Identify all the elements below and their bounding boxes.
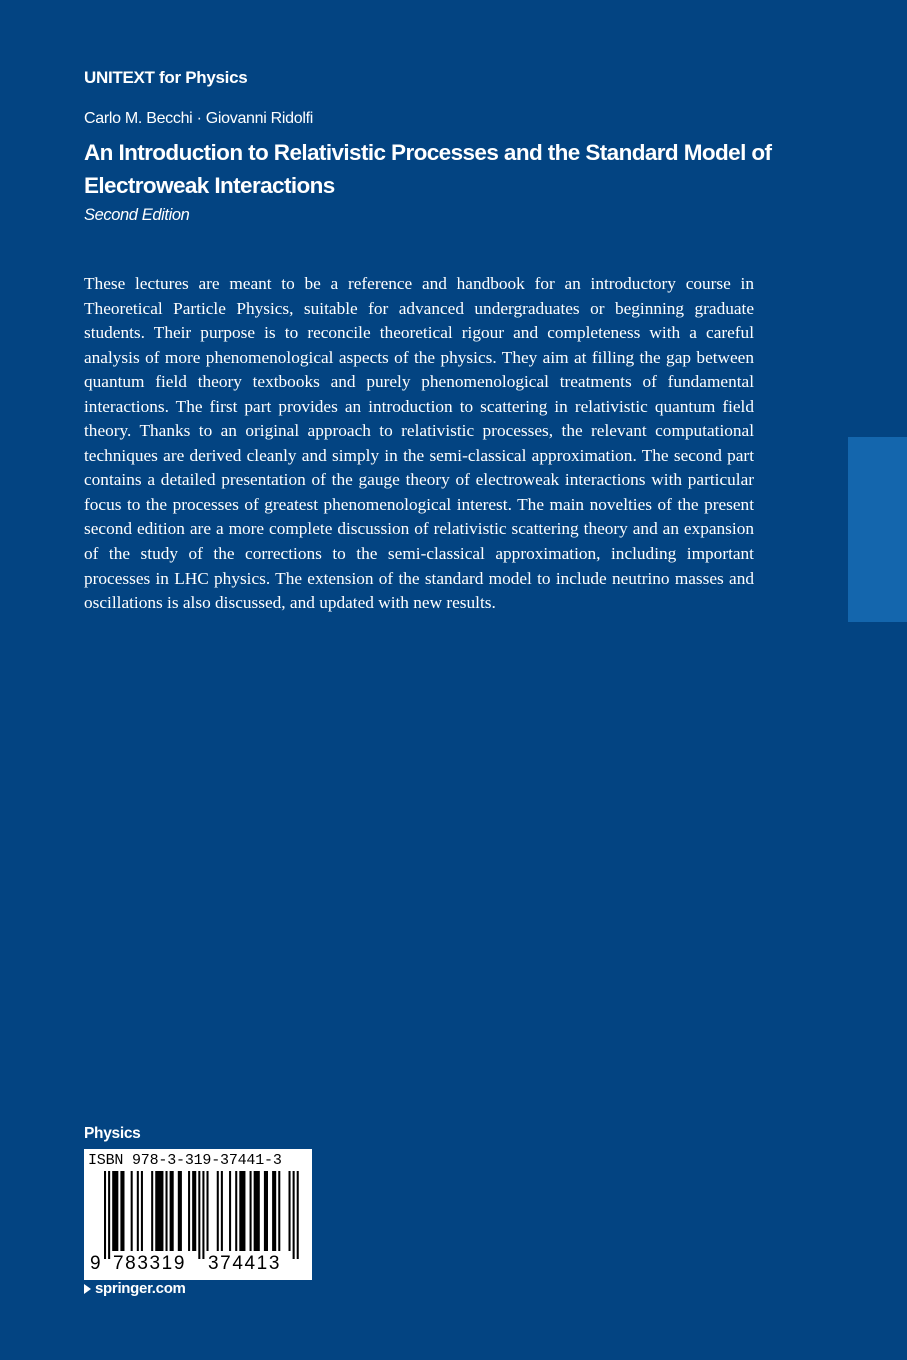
ean-first-digit: 9	[90, 1253, 103, 1274]
ean-right-group: 374413	[208, 1253, 282, 1274]
barcode-bar	[207, 1171, 209, 1251]
barcode-bar	[178, 1171, 182, 1251]
barcode-guard-bar	[297, 1171, 299, 1259]
barcode-bar	[254, 1171, 260, 1251]
book-title: An Introduction to Relativistic Processes and the Standard Model of Electroweak Interactions	[84, 140, 772, 198]
arrow-right-icon	[84, 1284, 91, 1294]
barcode-bar	[166, 1171, 168, 1251]
barcode-bar	[170, 1171, 174, 1251]
barcode-bar	[192, 1171, 196, 1251]
edition-label: Second Edition	[84, 206, 190, 224]
barcode-bar	[239, 1171, 245, 1251]
barcode-bar	[235, 1171, 237, 1251]
barcode-bar	[229, 1171, 231, 1251]
barcode-bar	[264, 1171, 268, 1251]
barcode-bar	[155, 1171, 163, 1251]
color-tab	[848, 437, 907, 622]
barcode-bar	[141, 1171, 143, 1251]
barcode-bar	[137, 1171, 139, 1251]
barcode-bar	[278, 1171, 280, 1251]
barcode-bar	[188, 1171, 190, 1251]
barcode-bar	[289, 1171, 291, 1251]
barcode-bar	[151, 1171, 153, 1251]
barcode-bar	[131, 1171, 133, 1251]
blurb-text: These lectures are meant to be a reference and handbook for an introductory course in Theoretical Particle Physics, suitable for advanced undergraduates or beginning graduate students. Their purpose is to reconcile theoretical rigour and completeness with a careful analysis of more phenomenological aspects of the physics. They aim at filling the gap between quantum field theory textbooks and purely phenomenological treatments of fundamental interactions. The first part provides an introduction to scattering in relativistic quantum field theory. Thanks to an original approach to relativistic processes, the relevant computational techniques are derived cleanly and simply in the semi-classical approximation. The second part contains a detailed presentation of the gauge theory of electroweak interactions with particular focus to the processes of greatest phenomenological interest. The main novelties of the present second edition are a more complete discussion of relativistic scattering theory and an expansion of the study of the corrections to the semi-classical approximation, including important processes in LHC physics. The extension of the standard model to include neutrino masses and oscillations is also discussed, and updated with new results.	[84, 274, 754, 613]
barcode-bar	[120, 1171, 124, 1251]
barcode-bar	[112, 1171, 118, 1251]
isbn-barcode	[84, 1149, 312, 1280]
ean-left-group: 783319	[113, 1253, 187, 1274]
barcode-guard-bar	[293, 1171, 295, 1259]
publisher-url[interactable]: springer.com	[95, 1280, 186, 1297]
barcode-bar	[272, 1171, 276, 1251]
authors: Carlo M. Becchi · Giovanni Ridolfi	[84, 110, 313, 127]
ean-digits	[84, 1253, 312, 1277]
barcode-guard-bar	[198, 1171, 200, 1259]
barcode-bar	[250, 1171, 252, 1251]
barcode-bar	[217, 1171, 219, 1251]
barcode-guard-bar	[202, 1171, 204, 1259]
isbn-label: ISBN 978-3-319-37441-3	[88, 1152, 282, 1169]
barcode-guard-bar	[108, 1171, 110, 1259]
barcode-bar	[221, 1171, 223, 1251]
barcode-guard-bar	[104, 1171, 106, 1259]
publisher-link[interactable]	[84, 1280, 186, 1297]
subject-label: Physics	[84, 1125, 141, 1142]
series-name: UNITEXT for Physics	[84, 68, 248, 87]
